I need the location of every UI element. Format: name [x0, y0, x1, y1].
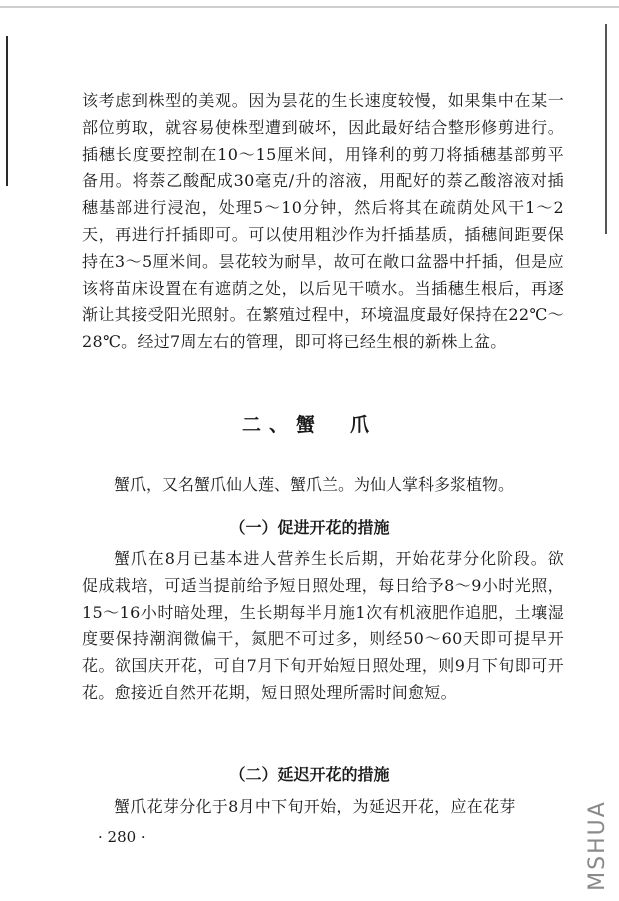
- continued-paragraph: [82, 88, 564, 356]
- page-number: · 280 ·: [98, 828, 146, 846]
- section-body-delay: [82, 794, 564, 821]
- intro-paragraph: 蟹爪，又名蟹爪仙人莲、蟹爪兰。为仙人掌科多浆植物。: [114, 475, 515, 494]
- section-heading-delay: （二）延迟开花的措施: [229, 765, 390, 784]
- paragraph-text: 蟹爪花芽分化于8月中下旬开始，为延迟开花，应在花芽: [114, 797, 516, 816]
- section-heading-promote: （一）促进开花的措施: [229, 518, 390, 537]
- right-scan-line: [605, 24, 607, 234]
- paragraph-text: 该考虑到株型的美观。因为昙花的生长速度较慢，如果集中在某一部位剪取，就容易使株型遭到破坏，因此最好结合整形修剪进行。插穗长度要控制在10～15厘米间，用锋利的剪刀将插穗基部剪平备用。将萘乙酸配成30毫克/升的溶液，用配好的萘乙酸溶液对插穗基部进行浸泡，处理5～10分钟，然后将其在疏荫处风干1～2天，再进行扦插即可。可以使用粗沙作为扦插基质，插穗间距要保持在3～5厘米间。昙花较为耐旱，故可在敞口盆器中扦插，但是应该将苗床设置在有遮荫之处，以后见干喷水。当插穗生根后，再逐渐让其接受阳光照射。在繁殖过程中，环境温度最好保持在22℃～28℃。经过7周左右的管理，即可将已经生根的新株上盆。: [82, 91, 564, 352]
- watermark: [580, 800, 614, 890]
- section-body-promote: [82, 546, 564, 707]
- top-scan-edge: [0, 6, 619, 8]
- watermark-text: MSHUA: [584, 799, 610, 891]
- paragraph-text: 蟹爪在8月已基本进人营养生长后期，开始花芽分化阶段。欲促成栽培，可适当提前给予短日照处理，每日给予8～9小时光照，15～16小时暗处理，生长期每半月施1次有机液肥作追肥，土壤湿度要保持潮润微偏干，氮肥不可过多，则经50～60天即可提早开花。欲国庆开花，可自7月下旬开始短日照处理，则9月下旬即可开花。愈接近自然开花期，短日照处理所需时间愈短。: [82, 549, 564, 702]
- chapter-title: 二、蟹 爪: [241, 414, 377, 436]
- left-scan-line: [6, 36, 8, 186]
